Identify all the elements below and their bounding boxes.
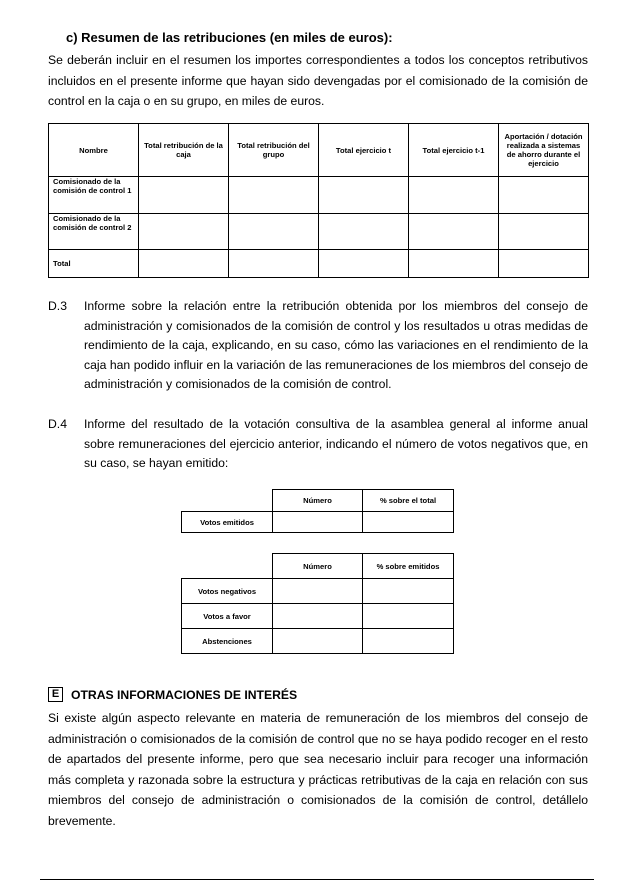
summary-header-ejercicio-t: Total ejercicio t	[319, 124, 409, 177]
summary-header-nombre: Nombre	[49, 124, 139, 177]
row-label: Total	[49, 250, 139, 278]
table-row	[182, 604, 454, 629]
votes-header-percent: % sobre el total	[363, 490, 454, 512]
table-cell	[273, 629, 363, 654]
footer-divider	[40, 879, 594, 880]
item-d4-text: Informe del resultado de la votación consultiva de la asamblea general al informe anual sobre remuneraciones del ejercicio anterior, indicando el número de votos negativos que, en su caso, se hayan emitido:	[84, 417, 588, 470]
table-cell	[409, 177, 499, 214]
table-cell	[139, 214, 229, 250]
breakdown-table	[181, 553, 454, 654]
row-label: Comisionado de la comisión de control 2	[49, 214, 139, 250]
section-e-heading	[48, 687, 297, 702]
table-row	[49, 214, 589, 250]
table-cell	[319, 214, 409, 250]
row-label: Votos emitidos	[182, 512, 273, 533]
section-c-intro: Se deberán incluir en el resumen los importes correspondientes a todos los conceptos retributivos incluidos en el presente informe que hayan sido devengadas por el comisionado de la comisión de control en la caja o en su grupo, en miles de euros.	[48, 53, 588, 108]
table-row	[49, 177, 589, 214]
table-cell	[409, 214, 499, 250]
row-label: Votos a favor	[182, 604, 273, 629]
table-cell	[499, 250, 589, 278]
section-e-title: OTRAS INFORMACIONES DE INTERÉS	[71, 687, 298, 702]
table-cell	[319, 250, 409, 278]
breakdown-header-row	[182, 554, 454, 579]
table-cell	[363, 579, 454, 604]
votes-header-numero: Número	[273, 490, 363, 512]
table-cell	[229, 250, 319, 278]
breakdown-header-numero: Número	[273, 554, 363, 579]
table-row	[182, 629, 454, 654]
item-d3-number: D.3	[48, 299, 67, 313]
summary-header-grupo: Total retribución del grupo	[229, 124, 319, 177]
table-cell	[499, 177, 589, 214]
summary-header-aportacion: Aportación / dotación realizada a sistemas de ahorro durante el ejercicio	[499, 124, 589, 177]
empty-corner-cell	[182, 554, 273, 579]
table-cell	[139, 250, 229, 278]
row-label: Abstenciones	[182, 629, 273, 654]
table-cell	[229, 214, 319, 250]
section-e-letter-box: E	[48, 687, 63, 702]
empty-corner-cell	[182, 490, 273, 512]
table-cell	[409, 250, 499, 278]
table-row	[182, 579, 454, 604]
section-e-text: Si existe algún aspecto relevante en materia de remuneración de los miembros del consejo de administración o comisionados de la comisión de control que no se haya podido recoger en el resto de apartados del presente informe, pero que sea necesario incluir para recoger una información más completa y razonada sobre la estructura y prácticas retributivas de la caja en relación con sus miembros del consejo de administración o comisionados de la comisión de control, detállelo brevemente.	[48, 711, 588, 828]
table-cell	[273, 579, 363, 604]
table-cell	[363, 629, 454, 654]
breakdown-header-percent: % sobre emitidos	[363, 554, 454, 579]
table-cell	[319, 177, 409, 214]
item-d3-text: Informe sobre la relación entre la retribución obtenida por los miembros del consejo de administración y comisionados de la comisión de control y los resultados u otras medidas de rendimiento de la caja, explicando, en su caso, cómo las variaciones en el rendimiento de la caja han podido influir en la variación de las remuneraciones de los miembros del consejo de administración y comisionados de la comisión de control.	[84, 299, 588, 391]
row-label: Comisionado de la comisión de control 1	[49, 177, 139, 214]
table-cell	[139, 177, 229, 214]
table-cell	[273, 512, 363, 533]
table-row	[182, 512, 454, 533]
item-d4-number: D.4	[48, 417, 67, 431]
summary-header-ejercicio-t-1: Total ejercicio t-1	[409, 124, 499, 177]
table-cell	[229, 177, 319, 214]
votes-header-row	[182, 490, 454, 512]
summary-header-row	[49, 124, 589, 177]
table-cell	[363, 512, 454, 533]
table-row	[49, 250, 589, 278]
table-cell	[273, 604, 363, 629]
section-c-title: c) Resumen de las retribuciones (en miles de euros):	[66, 30, 393, 45]
table-cell	[363, 604, 454, 629]
votes-table	[181, 489, 454, 533]
table-cell	[499, 214, 589, 250]
summary-header-caja: Total retribución de la caja	[139, 124, 229, 177]
summary-table	[48, 123, 589, 278]
row-label: Votos negativos	[182, 579, 273, 604]
